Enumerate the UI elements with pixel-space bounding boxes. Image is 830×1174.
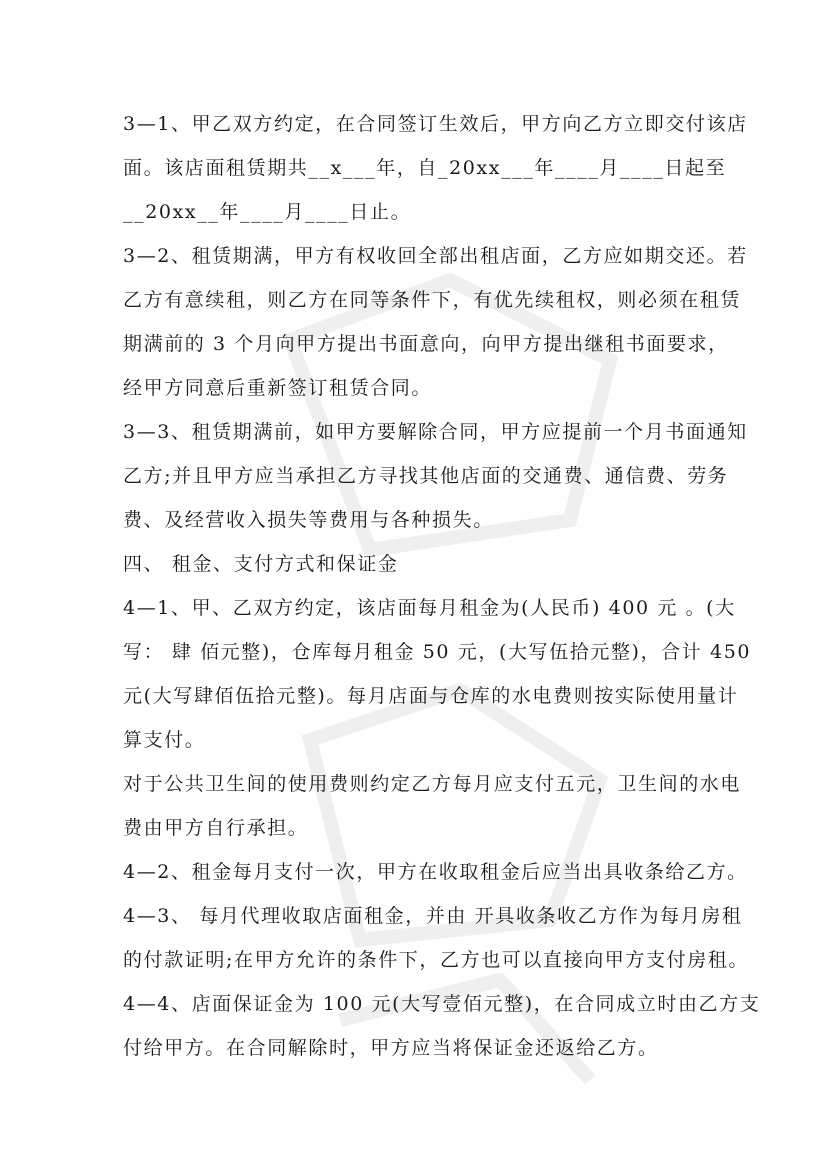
- section-heading: 四、 租金、支付方式和保证金: [123, 553, 399, 575]
- text-line: 的付款证明;在甲方允许的条件下，乙方也可以直接向甲方支付房租。: [123, 949, 750, 971]
- text-line: 3—1、甲乙双方约定，在合同签订生效后，甲方向乙方立即交付该店: [123, 113, 748, 135]
- text-line: 乙方;并且甲方应当承担乙方寻找其他店面的交通费、通信费、劳务: [123, 465, 729, 487]
- text-line: 4—1、甲、乙双方约定，该店面每月租金为(人民币) 400 元 。(大: [123, 597, 736, 619]
- text-line: 3—2、租赁期满，甲方有权收回全部出租店面，乙方应如期交还。若: [123, 245, 748, 267]
- text-line: 费由甲方自行承担。: [123, 817, 309, 839]
- text-line: 4—4、店面保证金为 100 元(大写壹佰元整)，在合同成立时由乙方支: [123, 993, 761, 1015]
- text-line: 4—3、 每月代理收取店面租金，并由 开具收条收乙方作为每月房租: [123, 905, 743, 927]
- text-line: 经甲方同意后重新签订租赁合同。: [123, 377, 433, 399]
- text-line: 付给甲方。在合同解除时，甲方应当将保证金还返给乙方。: [123, 1037, 659, 1059]
- text-line: 4—2、租金每月支付一次，甲方在收取租金后应当出具收条给乙方。: [123, 861, 748, 883]
- text-line: 面。该店面租赁期共__x___年，自_20xx___年____月____日起至: [123, 157, 727, 179]
- text-line: 期满前的 3 个月向甲方提出书面意向，向甲方提出继租书面要求，: [123, 333, 729, 355]
- text-line: 元(大写肆佰伍拾元整)。每月店面与仓库的水电费则按实际使用量计: [123, 685, 739, 707]
- text-line: 费、及经营收入损失等费用与各种损失。: [123, 509, 494, 531]
- text-line: 写： 肆 佰元整)，仓库每月租金 50 元，(大写伍拾元整)，合计 450: [123, 641, 752, 663]
- text-line: 乙方有意续租，则乙方在同等条件下，有优先续租权，则必须在租赁: [123, 289, 742, 311]
- text-line: 算支付。: [123, 729, 206, 751]
- text-line: 对于公共卫生间的使用费则约定乙方每月应支付五元，卫生间的水电: [123, 773, 742, 795]
- text-line: 3—3、租赁期满前，如甲方要解除合同，甲方应提前一个月书面通知: [123, 421, 748, 443]
- text-line: __20xx__年____月____日止。: [123, 201, 412, 223]
